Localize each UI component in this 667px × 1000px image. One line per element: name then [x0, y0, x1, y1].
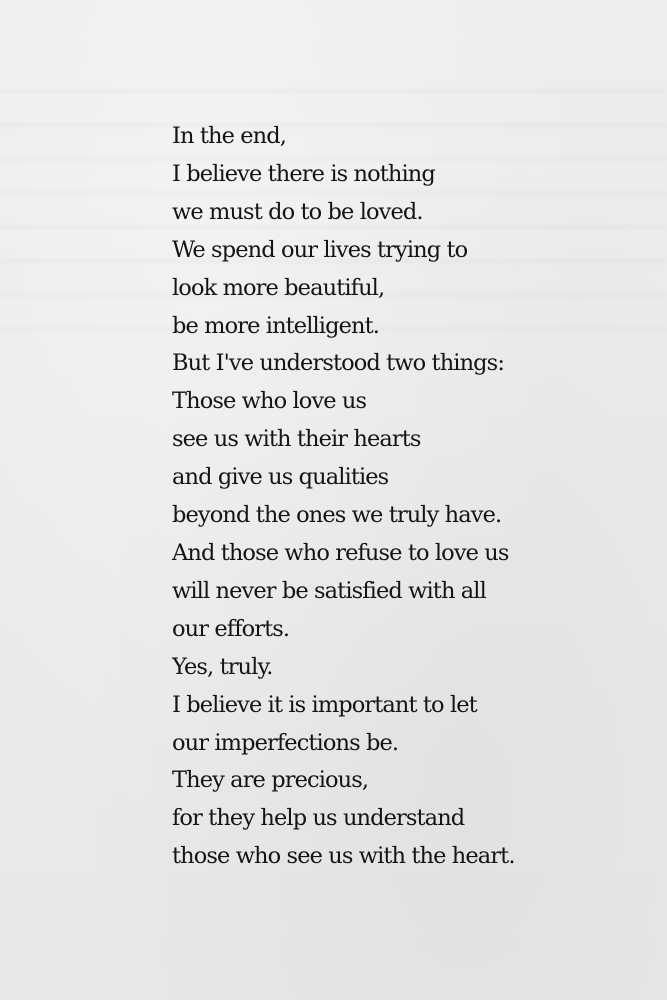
poem-line-13: will never be satisfied with all	[172, 577, 486, 604]
poem-line-5: look more beautiful,	[172, 274, 385, 301]
poem-line-3: we must do to be loved.	[172, 198, 423, 225]
poem-line-6: be more intelligent.	[172, 312, 380, 339]
poem-line-15: Yes, truly.	[172, 653, 273, 680]
poem-text	[172, 118, 652, 876]
poem-line-19: for they help us understand	[172, 805, 465, 832]
poem-line-9: see us with their hearts	[172, 426, 421, 453]
poem-line-20: those who see us with the heart.	[172, 843, 515, 870]
poem-line-14: our efforts.	[172, 615, 290, 642]
poem-line-11: beyond the ones we truly have.	[172, 502, 502, 529]
poem-line-4: We spend our lives trying to	[172, 236, 468, 263]
poem-line-8: Those who love us	[172, 388, 367, 415]
poem-line-16: I believe it is important to let	[172, 691, 477, 718]
poem-line-1: In the end,	[172, 123, 286, 149]
poem-line-17: our imperfections be.	[172, 729, 399, 756]
poem-line-10: and give us qualities	[172, 464, 389, 491]
poem-line-2: I believe there is nothing	[172, 160, 435, 187]
poem-line-18: They are precious,	[172, 767, 369, 794]
poem-line-12: And those who refuse to love us	[172, 539, 509, 566]
poem-line-7: But I've understood two things:	[172, 350, 505, 377]
